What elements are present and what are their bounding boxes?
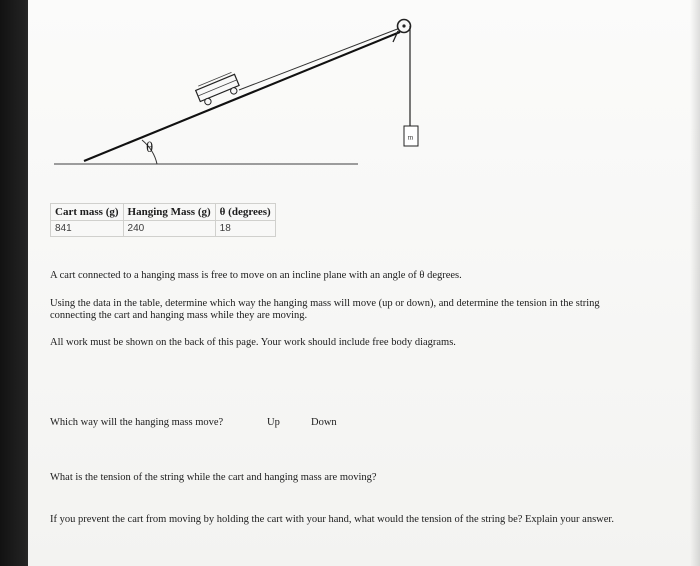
pulley-icon	[393, 20, 411, 135]
data-table	[50, 203, 276, 237]
table-cell-hanging-mass: 240	[123, 221, 215, 237]
table-cell-angle: 18	[215, 221, 275, 237]
table-header-angle: θ (degrees)	[215, 204, 275, 221]
held-question: If you prevent the cart from moving by holding the cart with your hand, what would the tension of the string be? Explain your answer.	[50, 514, 614, 525]
mass-label: m	[407, 133, 414, 142]
table-row	[51, 221, 276, 237]
table-header-row	[51, 204, 276, 221]
table-header-cart-mass: Cart mass (g)	[51, 204, 124, 221]
incline-diagram	[48, 8, 468, 173]
table-header-hanging-mass: Hanging Mass (g)	[123, 204, 215, 221]
data-table-wrap	[50, 203, 286, 237]
right-shadow	[690, 0, 700, 566]
problem-instructions: Using the data in the table, determine which way the hanging mass will move (up or down), and determine the tension in the string connecting the cart and hanging mass while they are moving.	[50, 298, 600, 321]
problem-intro: A cart connected to a hanging mass is free to move on an incline plane with an angle of θ degrees.	[50, 270, 462, 281]
incline-figure-svg	[48, 8, 468, 173]
incline-plane	[84, 32, 400, 161]
hanging-mass-icon	[404, 126, 418, 146]
theta-label: θ	[146, 140, 154, 156]
option-up: Up	[267, 417, 280, 428]
string-line	[239, 28, 400, 90]
tension-question: What is the tension of the string while the cart and hanging mass are moving?	[50, 472, 377, 483]
work-note: All work must be shown on the back of this page. Your work should include free body diagrams.	[50, 337, 456, 348]
option-down: Down	[311, 417, 337, 428]
direction-question: Which way will the hanging mass move?	[50, 417, 224, 428]
cart-icon	[195, 72, 242, 108]
table-cell-cart-mass: 841	[51, 221, 124, 237]
